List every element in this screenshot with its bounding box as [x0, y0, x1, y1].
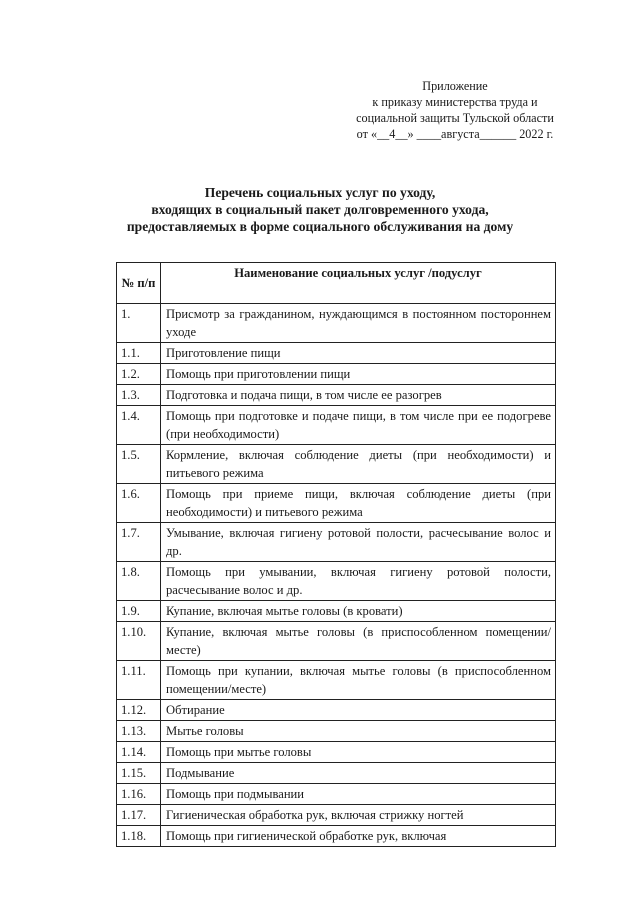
header-name: Наименование социальных услуг /подуслуг: [161, 263, 556, 304]
table-row: [117, 364, 556, 385]
service-name: Помощь при умывании, включая гигиену ротовой полости, расчесывание волос и др.: [161, 562, 556, 601]
row-number: 1.10.: [117, 622, 161, 661]
table-row: [117, 805, 556, 826]
service-name: Присмотр за гражданином, нуждающимся в постоянном постороннем уходе: [161, 304, 556, 343]
row-number: 1.15.: [117, 763, 161, 784]
appendix-line-2: к приказу министерства труда и: [372, 95, 538, 109]
row-number: 1.13.: [117, 721, 161, 742]
table-row: [117, 784, 556, 805]
row-number: 1.14.: [117, 742, 161, 763]
service-name: Помощь при подготовке и подаче пищи, в том числе при ее подогреве (при необходимости): [161, 406, 556, 445]
table-row: [117, 343, 556, 364]
service-name: Мытье головы: [161, 721, 556, 742]
services-table: [116, 262, 556, 847]
table-row: [117, 562, 556, 601]
row-number: 1.8.: [117, 562, 161, 601]
service-name: Помощь при гигиенической обработке рук, включая: [161, 826, 556, 847]
document-title: [60, 184, 580, 235]
row-number: 1.7.: [117, 523, 161, 562]
appendix-line-4: от «__4__» ____августа______ 2022 г.: [356, 127, 554, 141]
row-number: 1.16.: [117, 784, 161, 805]
row-number: 1.12.: [117, 700, 161, 721]
row-number: 1.1.: [117, 343, 161, 364]
title-line-2: входящих в социальный пакет долговременного ухода,: [151, 202, 489, 217]
service-name: Гигиеническая обработка рук, включая стрижку ногтей: [161, 805, 556, 826]
service-name: Помощь при мытье головы: [161, 742, 556, 763]
row-number: 1.4.: [117, 406, 161, 445]
service-name: Приготовление пищи: [161, 343, 556, 364]
table-body: [117, 304, 556, 847]
row-number: 1.9.: [117, 601, 161, 622]
table-row: [117, 304, 556, 343]
appendix-block: [350, 78, 560, 142]
table-header-row: [117, 263, 556, 304]
row-number: 1.: [117, 304, 161, 343]
table-row: [117, 601, 556, 622]
table-row: [117, 445, 556, 484]
row-number: 1.18.: [117, 826, 161, 847]
service-name: Кормление, включая соблюдение диеты (при необходимости) и питьевого режима: [161, 445, 556, 484]
service-name: Обтирание: [161, 700, 556, 721]
service-name: Подмывание: [161, 763, 556, 784]
row-number: 1.3.: [117, 385, 161, 406]
service-name: Помощь при купании, включая мытье головы (в приспособленном помещении/месте): [161, 661, 556, 700]
table-row: [117, 742, 556, 763]
row-number: 1.11.: [117, 661, 161, 700]
table-row: [117, 826, 556, 847]
table-row: [117, 523, 556, 562]
table-row: [117, 385, 556, 406]
title-line-3: предоставляемых в форме социального обслуживания на дому: [126, 219, 514, 234]
header-num: № п/п: [117, 263, 161, 304]
service-name: Купание, включая мытье головы (в кровати): [161, 601, 556, 622]
table-row: [117, 484, 556, 523]
title-line-1: Перечень социальных услуг по уходу,: [204, 185, 436, 200]
service-name: Помощь при приготовлении пищи: [161, 364, 556, 385]
table-row: [117, 622, 556, 661]
service-name: Умывание, включая гигиену ротовой полости, расчесывание волос и др.: [161, 523, 556, 562]
row-number: 1.5.: [117, 445, 161, 484]
row-number: 1.2.: [117, 364, 161, 385]
service-name: Подготовка и подача пищи, в том числе ее разогрев: [161, 385, 556, 406]
table-row: [117, 406, 556, 445]
table-row: [117, 700, 556, 721]
table-row: [117, 721, 556, 742]
service-name: Помощь при подмывании: [161, 784, 556, 805]
appendix-line-1: Приложение: [422, 79, 488, 93]
row-number: 1.17.: [117, 805, 161, 826]
row-number: 1.6.: [117, 484, 161, 523]
table-row: [117, 661, 556, 700]
service-name: Помощь при приеме пищи, включая соблюдение диеты (при необходимости) и питьевого режима: [161, 484, 556, 523]
appendix-line-3: социальной защиты Тульской области: [356, 111, 554, 125]
service-name: Купание, включая мытье головы (в приспособленном помещении/месте): [161, 622, 556, 661]
table-row: [117, 763, 556, 784]
